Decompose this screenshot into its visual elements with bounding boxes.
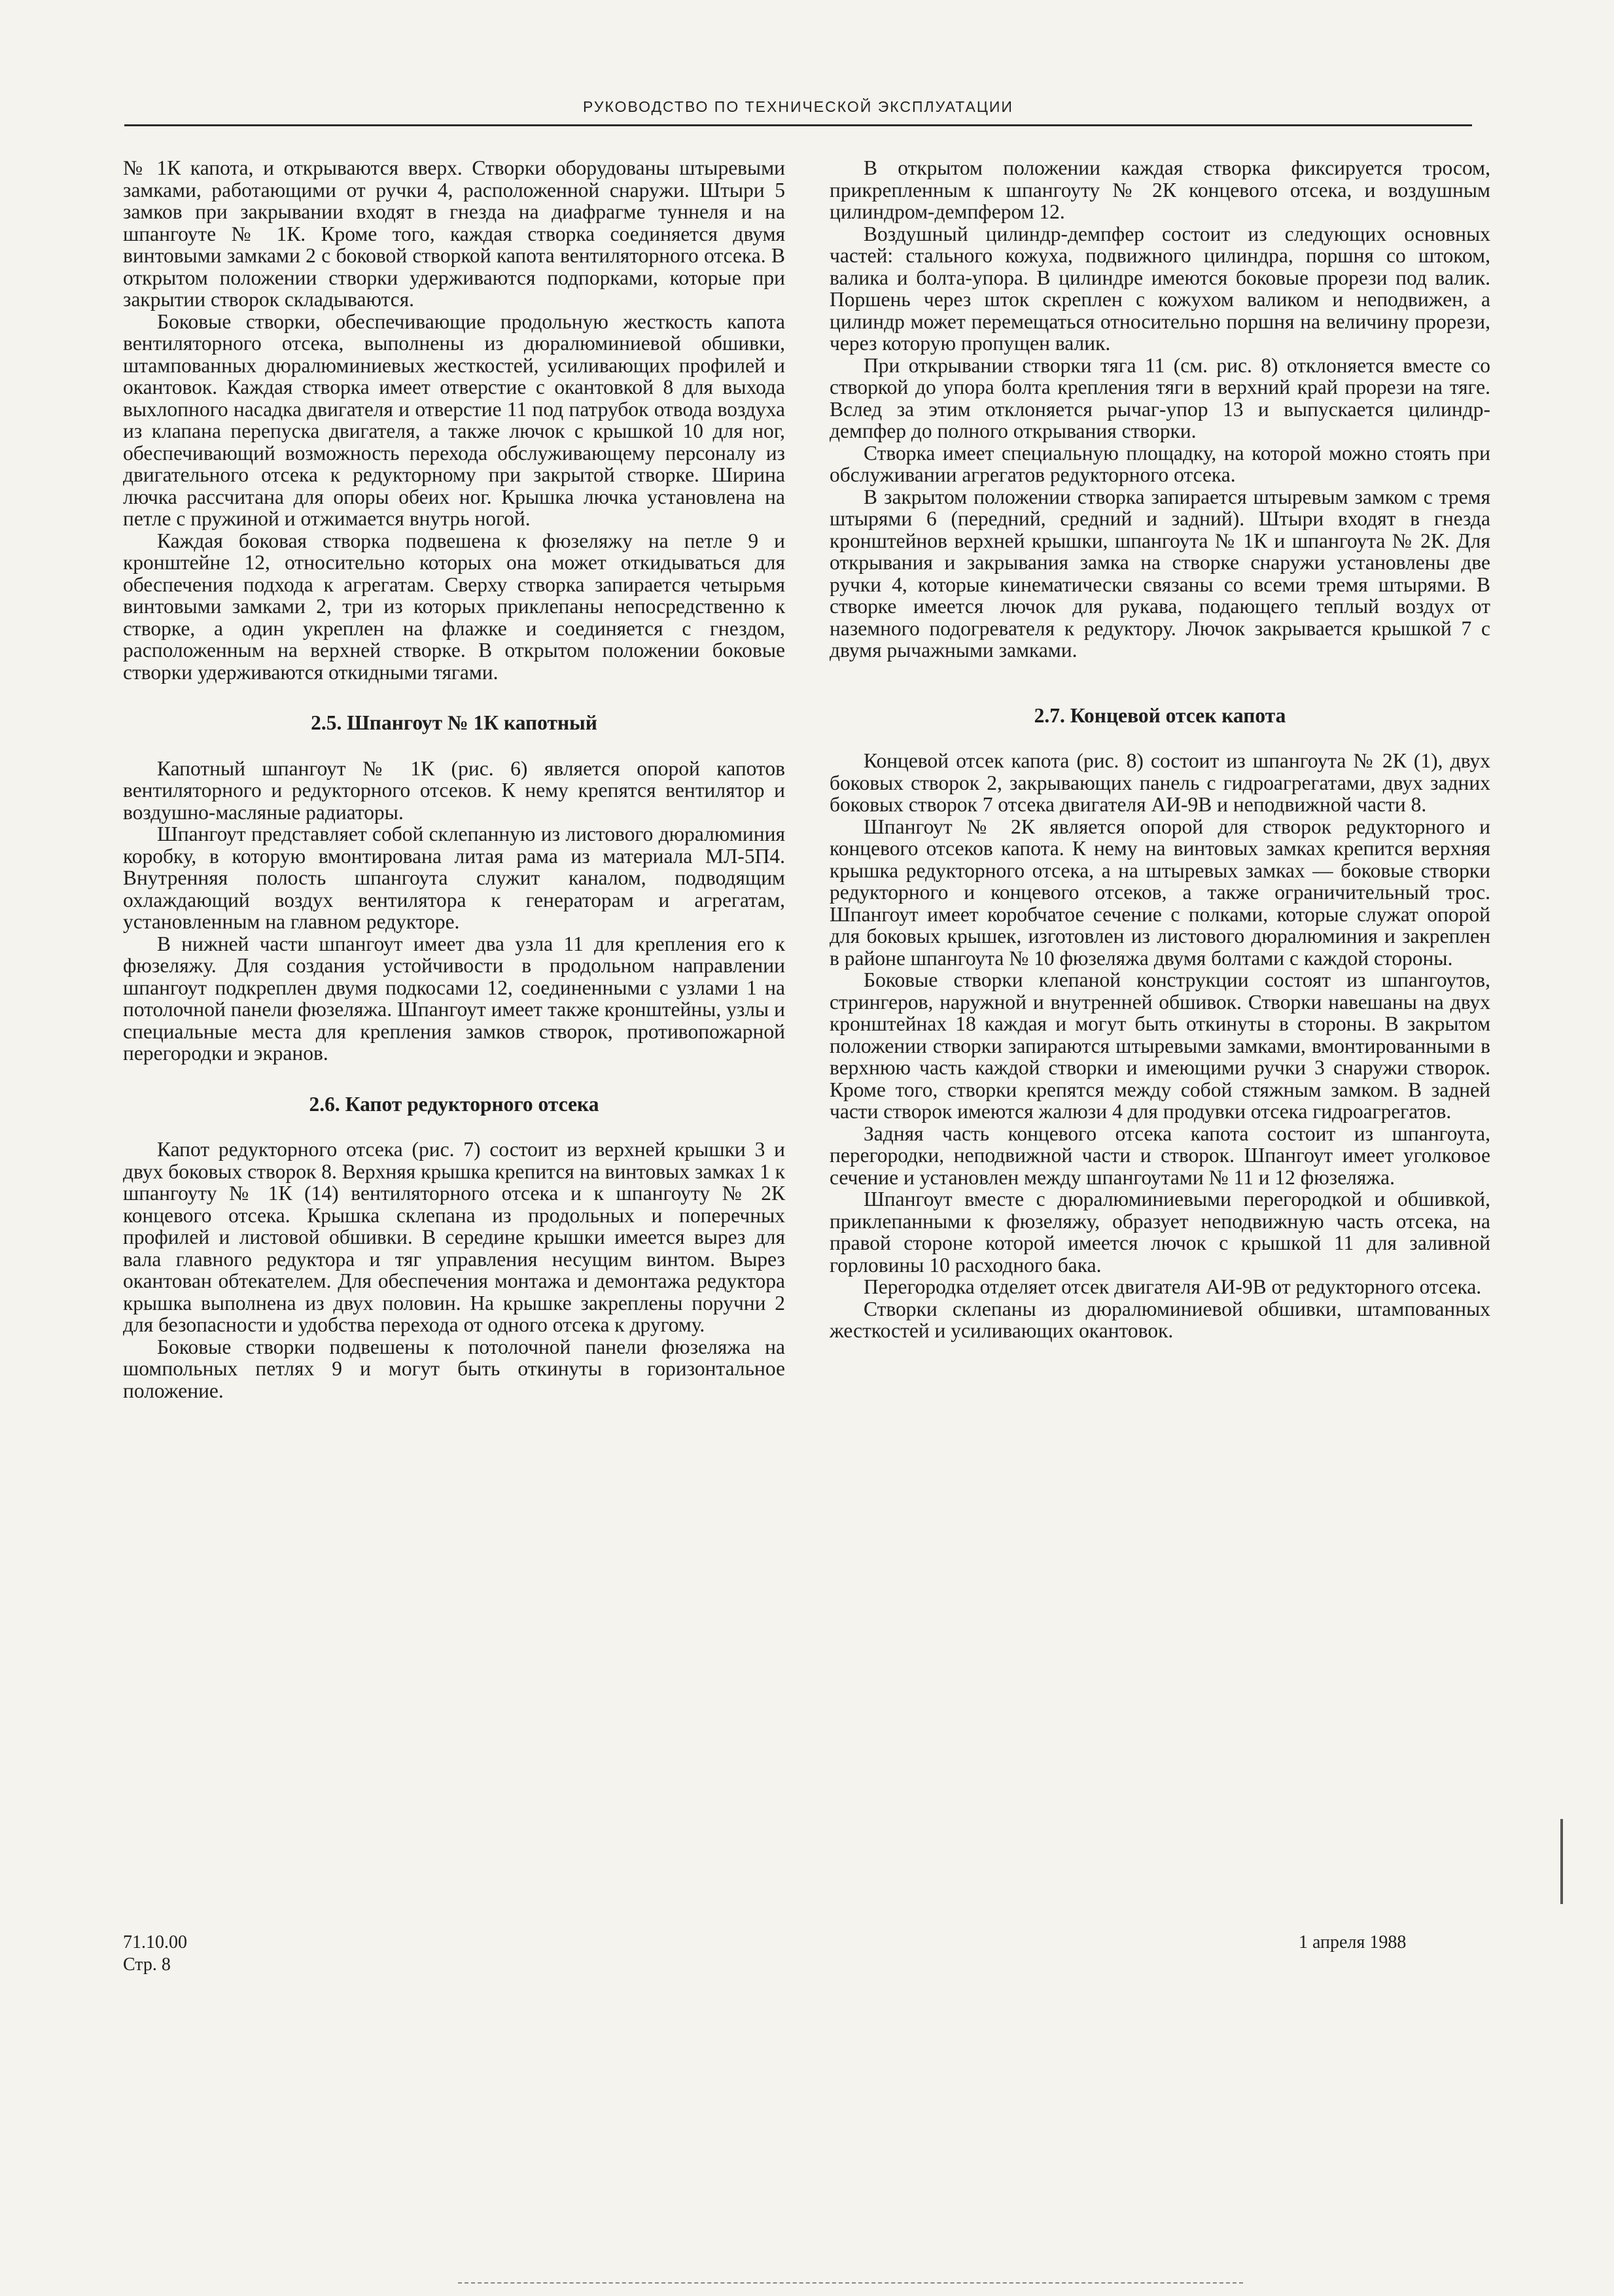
section-heading-2-6: 2.6. Капот редукторного отсека <box>309 1092 599 1116</box>
paragraph: № 1К капота, и открываются вверх. Створки оборудованы штыревыми замками, работающими от ручки 4, расположенной снаружи. Штыри 5 замков при закрывании входят в гнезда на диафрагме туннеля и на шпангоуте № 1К. Кроме того, каждая створка соединяется двумя винтовыми замками 2 с боковой створкой капота вентиляторного отсека. В открытом положении створки удерживаются подпорками, которые при закрытии створок складываются. <box>123 156 785 311</box>
paragraph: Шпангоут № 2К является опорой для створок редукторного и концевого отсеков капота. К нему на винтовых замках крепится верхняя крышка редукторного отсека, а на штыревых замках — боковые створки редукторного и концевого отсеков, а также ограничительный трос. Шпангоут имеет коробчатое сечение с полками, которые служат опорой для боковых крышек, изготовлен из листового дюралюминия и закреплен в районе шпангоута № 10 фюзеляжа двумя болтами с каждой стороны. <box>830 815 1490 970</box>
paragraph: Шпангоут представляет собой склепанную из листового дюралюминия коробку, в которую вмонтирована литая рама из материала МЛ-5П4. Внутренняя полость шпангоута служит каналом, подводящим охлаждающий воздух вентилятора к генераторам и агрегатам, установленным на главном редукторе. <box>123 822 785 933</box>
paragraph: Шпангоут вместе с дюралюминиевыми перегородкой и обшивкой, приклепанными к фюзеляжу, образует неподвижную часть отсека, на правой стороне которой имеется лючок с крышкой 11 для заливной горловины 10 расходного бака. <box>830 1188 1490 1277</box>
paragraph: Воздушный цилиндр-демпфер состоит из следующих основных частей: стального кожуха, подвижного цилиндра, поршня со штоком, валика и болта-упора. В цилиндре имеются боковые прорези под валик. Поршень через шток скреплен с кожухом валиком и неподвижен, а цилиндр может перемещаться относительно поршня на величину прорези, через которую пропущен валик. <box>830 222 1490 355</box>
scan-artifact-line <box>458 2282 1243 2284</box>
right-column <box>830 157 1490 1342</box>
paragraph: Задняя часть концевого отсека капота состоит из шпангоута, перегородки, неподвижной части и створок. Шпангоут имеет уголковое сечение и установлен между шпангоутами № 11 и 12 фюзеляжа. <box>830 1122 1490 1189</box>
margin-mark <box>1560 1819 1563 1904</box>
footer-left <box>123 1932 187 1976</box>
document-number: 71.10.00 <box>123 1932 187 1952</box>
page-number: Стр. 8 <box>123 1954 171 1975</box>
section-heading-2-7: 2.7. Концевой отсек капота <box>1034 703 1286 727</box>
paragraph: Концевой отсек капота (рис. 8) состоит из шпангоута № 2К (1), двух боковых створок 2, закрывающих панель с гидроагрегатами, двух задних боковых створок 7 отсека двигателя АИ-9В и неподвижной части 8. <box>830 749 1490 816</box>
paragraph: В нижней части шпангоут имеет два узла 11 для крепления его к фюзеляжу. Для создания устойчивости в продольном направлении шпангоут подкреплен двумя подкосами 12, соединенными с узлами 1 на потолочной панели фюзеляжа. Шпангоут имеет также кронштейны, узлы и специальные места для крепления замков створок, противопожарной перегородки и экранов. <box>123 932 785 1065</box>
paragraph: Каждая боковая створка подвешена к фюзеляжу на петле 9 и кронштейне 12, относительно которых она может откидываться для обеспечения подхода к агрегатам. Сверху створка запирается четырьмя винтовыми замками 2, три из которых приклепаны непосредственно к створке, а один укреплен на флажке и соединяется с гнездом, расположенным на верхней створке. В открытом положении боковые створки удерживаются откидными тягами. <box>123 529 785 684</box>
footer-date: 1 апреля 1988 <box>1299 1932 1407 1952</box>
paragraph: Боковые створки, обеспечивающие продольную жесткость капота вентиляторного отсека, выполнены из дюралюминиевой обшивки, штампованных дюралюминиевых жесткостей, усиливающих профилей и окантовок. Каждая створка имеет отверстие с окантовкой 8 для выхода выхлопного насадка двигателя и отверстие 11 под патрубок отвода воздуха из клапана перепуска двигателя, а также лючок с крышкой 10 для ног, обеспечивающий возможность перехода обслуживающему персоналу из двигательного отсека к редукторному при закрытой створке. Ширина лючка рассчитана для опоры обеих ног. Крышка лючка установлена на петле с пружиной и отжимается внутрь ногой. <box>123 309 785 530</box>
paragraph: В открытом положении каждая створка фиксируется тросом, прикрепленным к шпангоуту № 2К концевого отсека, и воздушным цилиндром-демпфером 12. <box>830 156 1490 223</box>
left-column <box>123 157 785 1402</box>
paragraph: Капотный шпангоут № 1К (рис. 6) является опорой капотов вентиляторного и редукторного отсеков. К нему крепятся вентилятор и воздушно-масляные радиаторы. <box>123 756 785 824</box>
paragraph: Боковые створки подвешены к потолочной панели фюзеляжа на шомпольных петлях 9 и могут быть откинуты в горизонтальное положение. <box>123 1335 785 1402</box>
header-rule <box>124 124 1472 126</box>
paragraph: Перегородка отделяет отсек двигателя АИ-9В от редукторного отсека. <box>864 1275 1482 1298</box>
paragraph: Створки склепаны из дюралюминиевой обшивки, штампованных жесткостей и усиливающих окантовок. <box>830 1297 1490 1342</box>
section-heading-2-5: 2.5. Шпангоут № 1К капотный <box>311 711 597 734</box>
page-header: РУКОВОДСТВО ПО ТЕХНИЧЕСКОЙ ЭКСПЛУАТАЦИИ <box>583 98 1013 115</box>
paragraph: Капот редукторного отсека (рис. 7) состоит из верхней крышки 3 и двух боковых створок 8. Верхняя крышка крепится на винтовых замках 1 к шпангоуту № 1К (14) вентиляторного отсека и к шпангоуту № 2К концевого отсека. Крышка склепана из продольных и поперечных профилей и листовой обшивки. В середине крышки имеется вырез для вала главного редуктора и тяг управления несущим винтом. Вырез окантован обтекателем. Для обеспечения монтажа и демонтажа редуктора крышка выполнена из двух половин. На крышке закреплены поручни 2 для безопасности и удобства перехода от одного отсека к другому. <box>123 1138 785 1336</box>
paragraph: Створка имеет специальную площадку, на которой можно стоять при обслуживании агрегатов редукторного отсека. <box>830 441 1490 486</box>
paragraph: В закрытом положении створка запирается штыревым замком с тремя штырями 6 (передний, средний и задний). Штыри входят в гнезда кронштейнов верхней крышки, шпангоута № 1К и шпангоута № 2К. Для открывания и закрывания замка на створке снаружи установлены две ручки 4, которые кинематически связаны со всеми тремя штырями. В створке имеется лючок для рукава, подающего теплый воздух от наземного подогревателя к редуктору. Лючок закрывается крышкой 7 с двумя рычажными замками. <box>830 485 1490 662</box>
paragraph: При открывании створки тяга 11 (см. рис. 8) отклоняется вместе со створкой до упора болта крепления тяги в верхний край прорези на тяге. Вслед за этим отклоняется рычаг-упор 13 и выпускается цилиндр-демпфер до полного открывания створки. <box>830 353 1490 442</box>
paragraph: Боковые створки клепаной конструкции состоят из шпангоутов, стрингеров, наружной и внутренней обшивок. Створки навешаны на двух кронштейнах 18 каждая и могут быть откинуты в стороны. В закрытом положении створки запираются штыревыми замками, вмонтированными в верхнюю часть каждой створки и имеющими ручки 3 снаружи створок. Кроме того, створки крепятся между собой стяжным замком. В задней части створок имеются жалюзи 4 для продувки отсека гидроагрегатов. <box>830 968 1490 1123</box>
